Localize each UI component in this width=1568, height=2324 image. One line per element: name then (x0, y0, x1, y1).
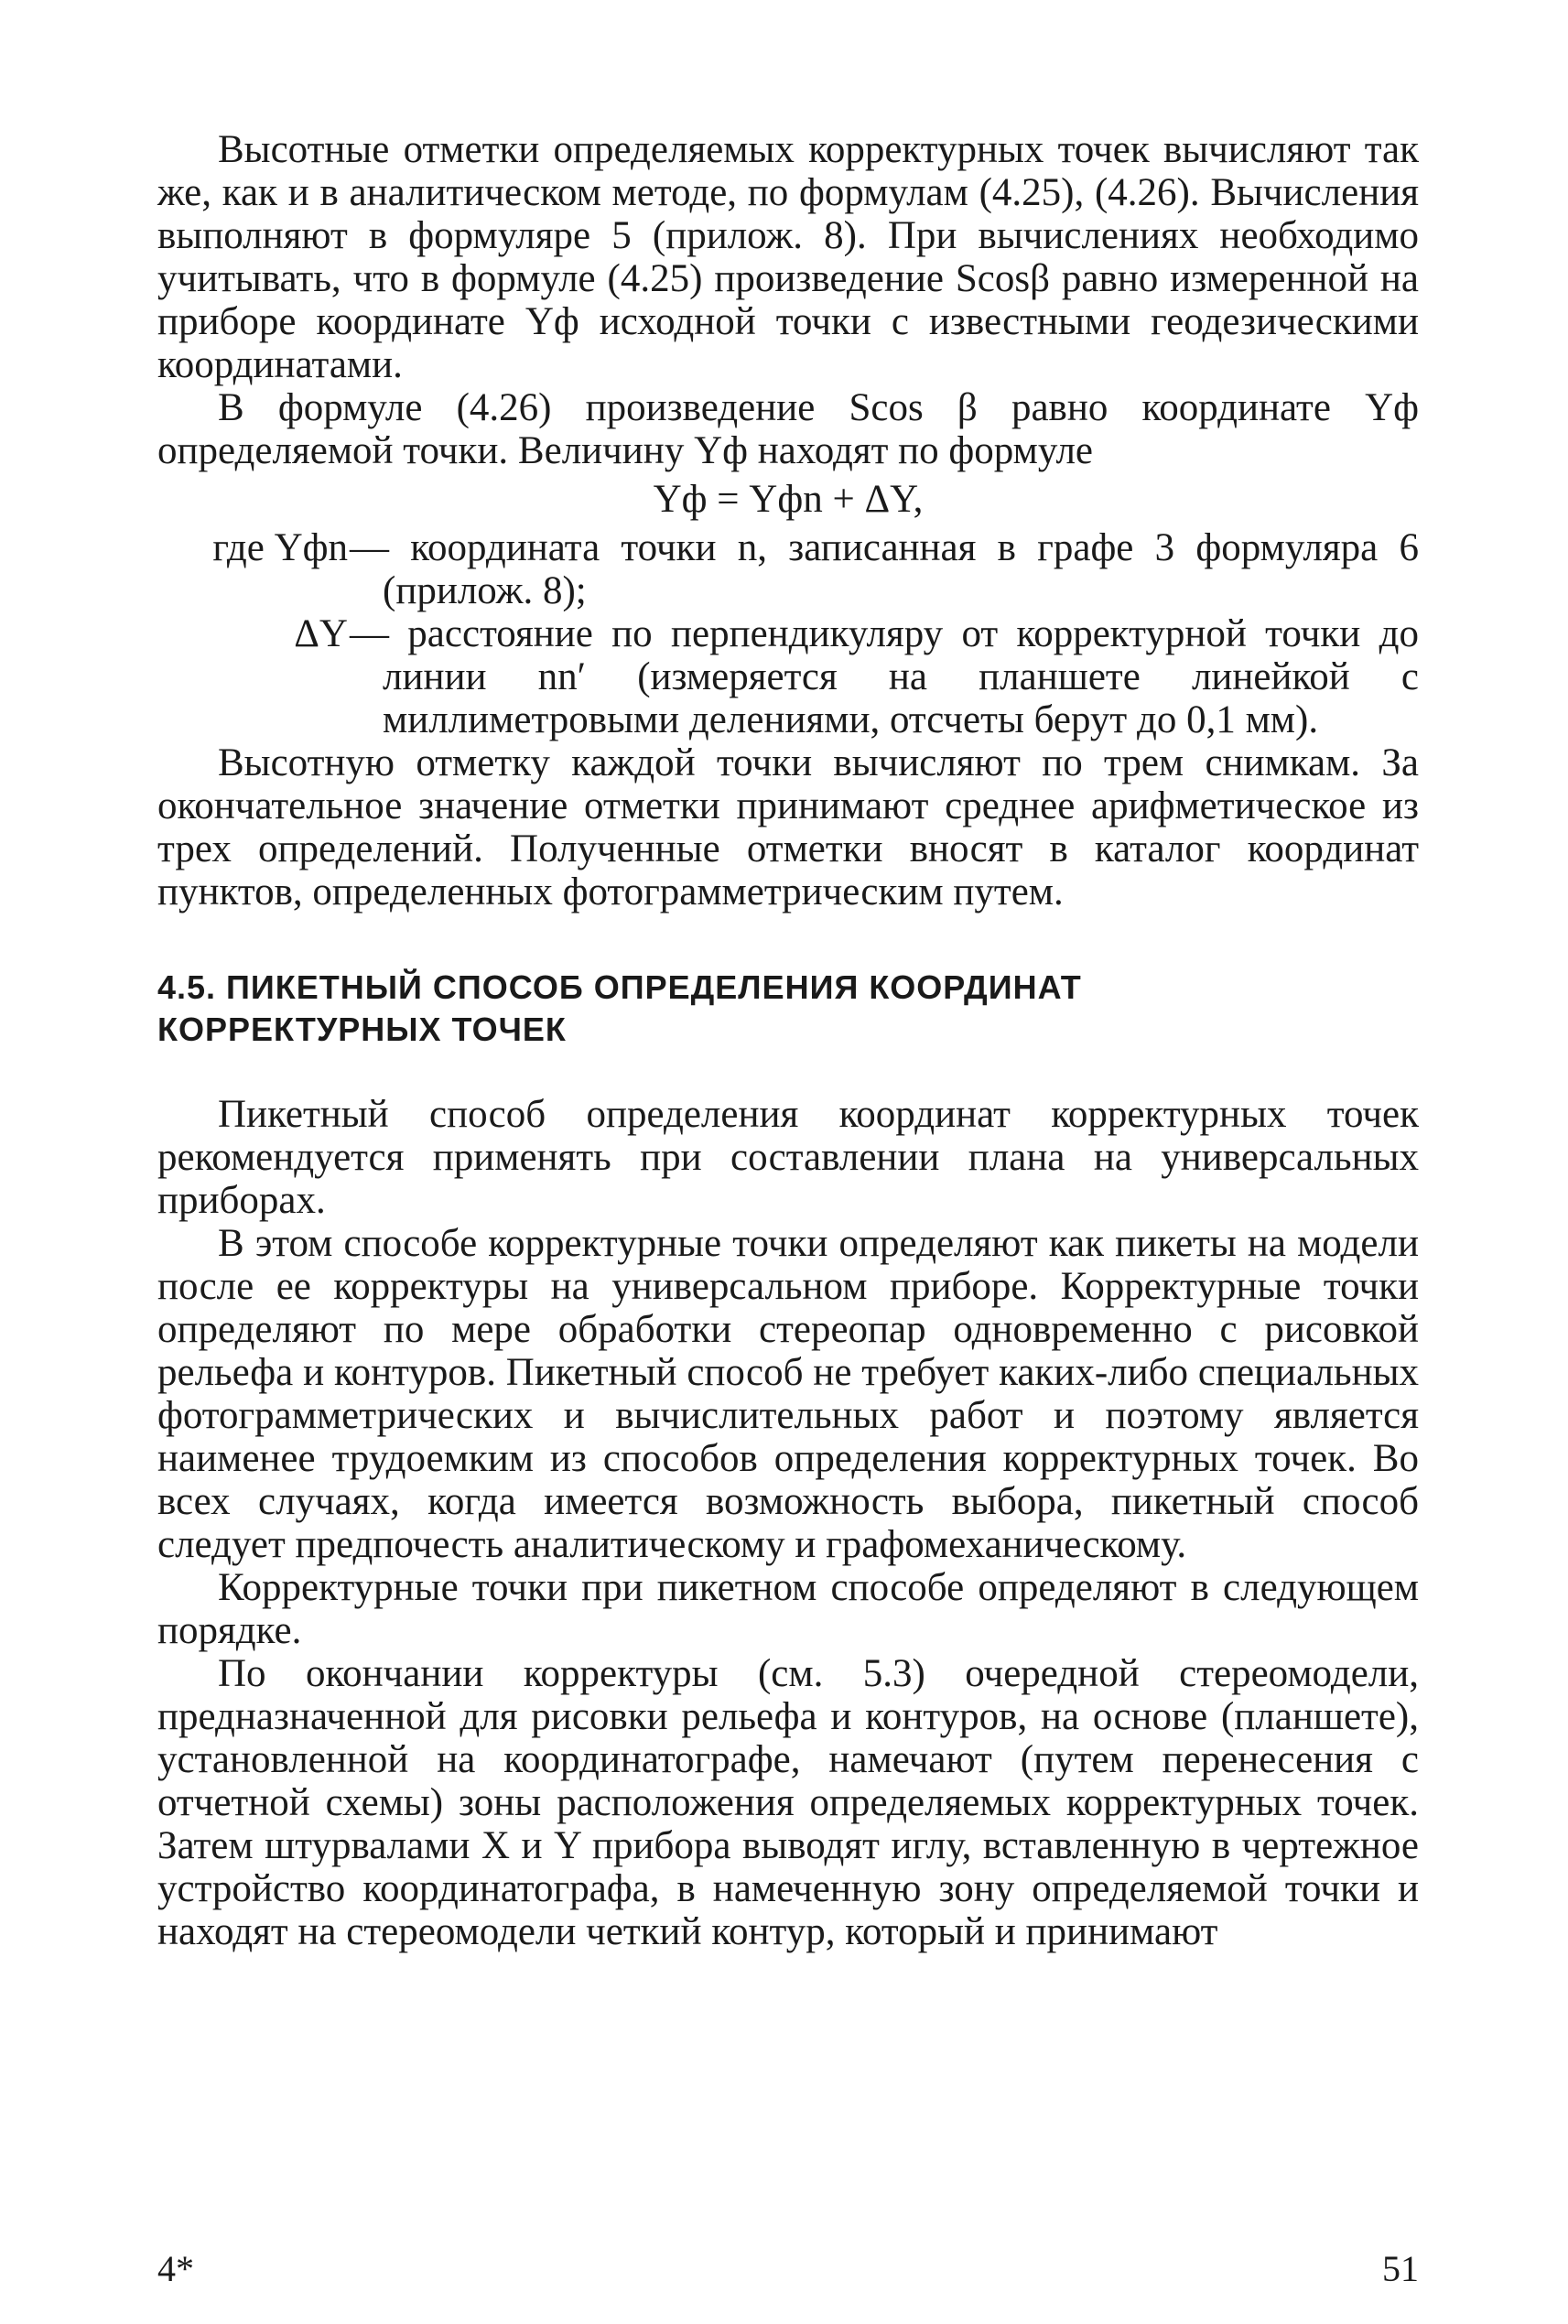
section-paragraph-4: По окончании корректуры (см. 5.3) очередной стереомодели, предназначенной для рисовки рельефа и контуров, на основе (планшете), установленной на координатографе, намечают (путем перенесения с отчетной схемы) зоны расположения определяемых корректурных точек. Затем штурвалами X и Y прибора выводят иглу, вставленную в чертежное устройство координатографа, в намеченную зону определяемой точки и находят на стереомодели четкий контур, который и принимают (157, 1652, 1419, 1953)
page-footer (157, 2247, 1419, 2290)
section-paragraph-3: Корректурные точки при пикетном способе определяют в следующем порядке. (157, 1566, 1419, 1652)
section-heading (157, 967, 1419, 1051)
paragraph-2: В формуле (4.26) произведение Scos β равно координате Yф определяемой точки. Величину Yф находят по формуле (157, 386, 1419, 472)
section-paragraph-1: Пикетный способ определения координат корректурных точек рекомендуется применять при составлении плана на универсальных приборах. (157, 1093, 1419, 1222)
page-body (157, 128, 1419, 1953)
paragraph-1: Высотные отметки определяемых корректурных точек вычисляют так же, как и в аналитическом методе, по формулам (4.25), (4.26). Вычисления выполняют в формуляре 5 (прилож. 8). При вычислениях необходимо учитывать, что в формуле (4.25) произведение Scosβ равно измеренной на приборе координате Yф исходной точки с известными геодезическими координатами. (157, 128, 1419, 386)
definition-desc: — расстояние по перпендикуляру от корректурной точки до линии nn′ (измеряется на планшете линейкой с миллиметровыми делениями, отсчеты берут до 0,1 мм). (350, 612, 1419, 741)
paragraph-3: Высотную отметку каждой точки вычисляют по трем снимкам. За окончательное значение отметки принимают среднее арифметическое из трех определений. Полученные отметки вносят в каталог координат пунктов, определенных фотограмметрическим путем. (157, 741, 1419, 913)
formula-yf: Yф = Yфn + ΔY, (653, 478, 924, 521)
definition-desc: — координата точки n, записанная в графе 3 формуляра 6 (прилож. 8); (350, 526, 1419, 612)
page-number: 51 (1382, 2248, 1419, 2289)
signature-mark: 4* (157, 2248, 194, 2289)
definition-term: ΔY (294, 612, 348, 655)
section-heading-line-1: 4.5. ПИКЕТНЫЙ СПОСОБ ОПРЕДЕЛЕНИЯ КООРДИНАТ (157, 968, 1082, 1006)
definition-row (157, 526, 1419, 612)
section-heading-line-2: КОРРЕКТУРНЫХ ТОЧЕК (157, 1011, 567, 1048)
definition-term: где Yфn (212, 526, 348, 569)
definition-row (157, 612, 1419, 741)
section-paragraph-2: В этом способе корректурные точки определяют как пикеты на модели после ее корректуры на универсальном приборе. Корректурные точки определяют по мере обработки стереопар одновременно с рисовкой рельефа и контуров. Пикетный способ не требует каких-либо специальных фотограмметрических и вычислительных работ и поэтому является наименее трудоемким из способов определения корректурных точек. Во всех случаях, когда имеется возможность выбора, пикетный способ следует предпочесть аналитическому и графомеханическому. (157, 1222, 1419, 1566)
